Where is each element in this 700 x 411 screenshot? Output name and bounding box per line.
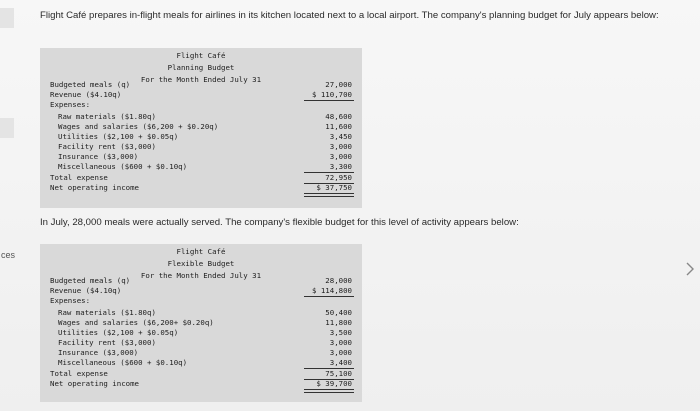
row-value: $ 37,750 bbox=[316, 183, 352, 192]
row-label: Insurance ($3,000) bbox=[58, 152, 139, 161]
row-label: Utilities ($2,100 + $0.05q) bbox=[58, 132, 179, 141]
row-value: 3,000 bbox=[329, 348, 352, 357]
row-value: 3,000 bbox=[329, 338, 352, 347]
table-row bbox=[40, 173, 362, 183]
row-label: Wages and salaries ($6,200+ $0.20q) bbox=[58, 318, 214, 327]
double-underline-rule bbox=[304, 389, 354, 393]
table-row bbox=[40, 183, 362, 193]
table-row bbox=[40, 80, 362, 90]
left-edge-tab bbox=[0, 118, 14, 138]
flexible-company: Flight Café bbox=[176, 247, 226, 256]
table-row bbox=[40, 122, 362, 132]
row-value: $ 110,700 bbox=[311, 90, 352, 99]
flexible-title: Flexible Budget bbox=[167, 259, 235, 268]
table-row bbox=[40, 296, 362, 306]
planning-budget-table bbox=[40, 48, 362, 208]
row-value: 11,800 bbox=[325, 318, 352, 327]
row-value: 72,950 bbox=[325, 173, 352, 182]
table-row bbox=[40, 132, 362, 142]
row-label: Utilities ($2,100 + $0.05q) bbox=[58, 328, 179, 337]
row-value: 28,000 bbox=[325, 276, 352, 285]
row-value: 3,500 bbox=[329, 328, 352, 337]
planning-title: Planning Budget bbox=[167, 63, 235, 72]
table-row bbox=[40, 348, 362, 358]
row-label: Facility rent ($3,000) bbox=[58, 338, 156, 347]
table-row bbox=[40, 112, 362, 122]
table-row bbox=[40, 358, 362, 368]
row-value: $ 39,700 bbox=[316, 379, 352, 388]
side-label: ces bbox=[1, 250, 16, 260]
row-value: 75,100 bbox=[325, 369, 352, 378]
row-label: Insurance ($3,000) bbox=[58, 348, 139, 357]
row-label: Total expense bbox=[50, 173, 108, 182]
row-value: 27,000 bbox=[325, 80, 352, 89]
chevron-right-icon[interactable] bbox=[686, 262, 694, 276]
row-label: Raw materials ($1.80q) bbox=[58, 112, 156, 121]
table-row bbox=[40, 318, 362, 328]
row-label: Raw materials ($1.80q) bbox=[58, 308, 156, 317]
double-underline-rule bbox=[304, 193, 354, 197]
row-label: Wages and salaries ($6,200 + $0.20q) bbox=[58, 122, 219, 131]
row-label: Miscellaneous ($600 + $0.10q) bbox=[58, 162, 188, 171]
row-label: Net operating income bbox=[50, 183, 139, 192]
table-row bbox=[40, 308, 362, 318]
planning-period: For the Month Ended July 31 bbox=[140, 75, 262, 84]
flexible-period: For the Month Ended July 31 bbox=[140, 271, 262, 280]
row-value: 48,600 bbox=[325, 112, 352, 121]
row-label: Expenses: bbox=[50, 100, 91, 109]
flexible-budget-table bbox=[40, 244, 362, 402]
row-value: 11,600 bbox=[325, 122, 352, 131]
table-row bbox=[40, 379, 362, 389]
table-row bbox=[40, 100, 362, 110]
table-row bbox=[40, 152, 362, 162]
table-row bbox=[40, 162, 362, 172]
row-label: Total expense bbox=[50, 369, 108, 378]
row-label: Facility rent ($3,000) bbox=[58, 142, 156, 151]
row-value: 3,300 bbox=[329, 162, 352, 171]
row-label: Revenue ($4.10q) bbox=[50, 90, 122, 99]
row-label: Budgeted meals (q) bbox=[50, 80, 131, 89]
table-row bbox=[40, 286, 362, 296]
table-row bbox=[40, 90, 362, 100]
row-value: $ 114,800 bbox=[311, 286, 352, 295]
row-value: 3,450 bbox=[329, 132, 352, 141]
middle-paragraph: In July, 28,000 meals were actually served. The company's flexible budget for this level of activity appears below: bbox=[40, 217, 519, 228]
row-label: Net operating income bbox=[50, 379, 139, 388]
row-value: 50,400 bbox=[325, 308, 352, 317]
table-row bbox=[40, 328, 362, 338]
row-label: Budgeted meals (q) bbox=[50, 276, 131, 285]
table-row bbox=[40, 338, 362, 348]
row-label: Miscellaneous ($600 + $0.10q) bbox=[58, 358, 188, 367]
intro-paragraph: Flight Café prepares in-flight meals for airlines in its kitchen located next to a local airport. The company's planning budget for July appears below: bbox=[40, 10, 659, 21]
row-value: 3,000 bbox=[329, 152, 352, 161]
row-value: 3,400 bbox=[329, 358, 352, 367]
table-row bbox=[40, 276, 362, 286]
planning-company: Flight Café bbox=[176, 51, 226, 60]
row-label: Revenue ($4.10q) bbox=[50, 286, 122, 295]
row-value: 3,000 bbox=[329, 142, 352, 151]
table-row bbox=[40, 369, 362, 379]
row-label: Expenses: bbox=[50, 296, 91, 305]
left-edge-tab bbox=[0, 8, 14, 28]
table-row bbox=[40, 142, 362, 152]
